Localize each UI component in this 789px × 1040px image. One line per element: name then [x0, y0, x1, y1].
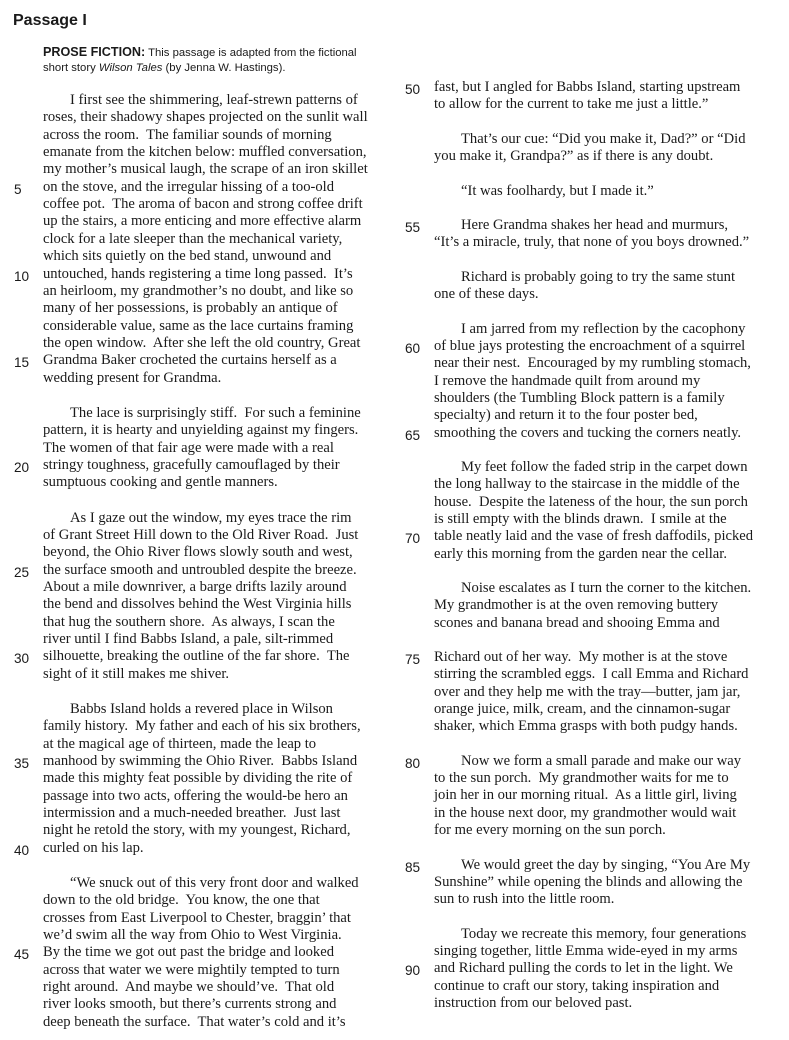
passage-line: Today we recreate this memory, four generations: [461, 925, 747, 942]
passage-line: down to the old bridge. You know, the one that: [43, 892, 320, 909]
line-number: 15: [14, 355, 30, 371]
intro-author: (by Jenna W. Hastings).: [162, 62, 286, 74]
passage-line: Richard out of her way. My mother is at the stove: [434, 649, 728, 666]
passage-line: across that water we were mightily tempted to turn: [43, 961, 340, 978]
line-number: 75: [405, 652, 421, 668]
passage-line: The lace is surprisingly stiff. For such a feminine: [70, 404, 361, 421]
line-number: 60: [405, 341, 421, 356]
passage-line: and Richard pulling the cords to let in the light. We: [434, 960, 733, 977]
passage-line: to allow for the current to take me just a little.”: [434, 96, 709, 113]
passage-line: continue to craft our story, taking inspiration and: [434, 977, 720, 994]
passage-line: clock for a late sleeper than the mechanical variety,: [43, 230, 343, 247]
passage-line: “We snuck out of this very front door and walked: [70, 874, 359, 891]
passage-line: join her in our morning ritual. As a little girl, living: [434, 787, 737, 804]
passage-line: untouched, hands registering a time long passed. It’s: [43, 265, 353, 282]
passage-line: singing together, little Emma wide-eyed in my arms: [434, 942, 738, 959]
passage-line: near their nest. Encouraged by my rumbling stomach,: [434, 355, 751, 372]
passage-line: We would greet the day by singing, “You Are My: [461, 856, 751, 873]
passage-line: instruction from our beloved past.: [434, 994, 633, 1011]
passage-line: Noise escalates as I turn the corner to the kitchen.: [461, 580, 752, 596]
passage-line: silhouette, breaking the outline of the far shore. The: [43, 648, 350, 665]
passage-intro: [43, 45, 383, 76]
passage-line: up the stairs, a more enticing and more effective alarm: [43, 213, 362, 230]
passage-line: That’s our cue: “Did you make it, Dad?” or “Did: [461, 130, 746, 147]
passage-line: you make it, Grandpa?” as if there is any doubt.: [434, 148, 714, 165]
passage-line: shaker, which Emma grasps with both pudgy hands.: [434, 718, 738, 735]
passage-line: beyond, the Ohio River flows slowly south and west,: [43, 544, 353, 561]
passage-line: house. Despite the lateness of the hour, the sun porch: [434, 493, 748, 510]
passage-line: scones and banana bread and shooing Emma and: [434, 614, 720, 631]
passage-line: Here Grandma shakes her head and murmurs,: [461, 217, 729, 234]
passage-line: My feet follow the faded strip in the carpet down: [461, 459, 748, 475]
passage-line: “It was foolhardy, but I made it.”: [461, 182, 654, 199]
genre-label: PROSE FICTION:: [43, 45, 146, 59]
passage-line: over and they help me with the tray—butter, jam jar,: [434, 683, 741, 700]
passage-line: orange juice, milk, cream, and the cinnamon-sugar: [434, 701, 731, 717]
passage-line: an heirloom, my grandmother’s no doubt, and like so: [43, 282, 354, 299]
passage-line: pattern, it is hearty and unyielding against my fingers.: [43, 422, 359, 439]
passage-line: shoulders (the Tumbling Block pattern is a family: [434, 389, 725, 406]
passage-line: family history. My father and each of his six brothers,: [43, 718, 361, 735]
passage-line: of Grant Street Hill down to the Old River Road. Just: [43, 526, 359, 543]
passage-line: in the house next door, my grandmother would wait: [434, 804, 737, 821]
line-number: 20: [14, 459, 30, 475]
passage-line: of blue jays protesting the encroachment of a squirrel: [434, 338, 746, 354]
passage-line: for me every morning on the sun porch.: [434, 822, 666, 838]
passage-line: I first see the shimmering, leaf-strewn patterns of: [70, 92, 358, 108]
passage-line: roses, their shadowy shapes projected on the sunlit wall: [43, 109, 368, 126]
passage-line: About a mile downriver, a barge drifts lazily around: [43, 578, 347, 595]
passage-line: manhood by swimming the Ohio River. Babbs Island: [43, 752, 358, 769]
passage-line: the long hallway to the staircase in the middle of the: [434, 476, 740, 493]
passage-line: deep beneath the surface. That water’s cold and it’s: [43, 1013, 346, 1030]
passage-line: emanate from the kitchen below: muffled conversation,: [43, 144, 367, 161]
line-number: 45: [14, 947, 30, 963]
line-number: 25: [14, 564, 30, 580]
passage-line: fast, but I angled for Babbs Island, starting upstream: [434, 79, 741, 95]
passage-line: to the sun porch. My grandmother waits for me to: [434, 770, 729, 787]
passage-line: sun to rush into the little room.: [434, 891, 615, 908]
passage-line: on the stove, and the irregular hissing of a too-old: [43, 178, 334, 195]
passage-line: river looks smooth, but there’s currents strong and: [43, 996, 337, 1013]
passage-line: specialty) and return it to the four poster bed,: [434, 407, 698, 424]
line-number: 70: [405, 531, 421, 547]
intro-text: This passage is adapted from the fictional short story: [43, 47, 357, 74]
passage-line: made this mighty feat possible by dividing the rite of: [43, 770, 353, 787]
line-number: 65: [405, 427, 421, 443]
passage-line: early this morning from the garden near the cellar.: [434, 545, 727, 562]
passage-line: river until I find Babbs Island, a pale, silt-rimmed: [43, 630, 334, 647]
line-number: 30: [14, 651, 30, 667]
passage-line: “It’s a miracle, truly, that none of you boys drowned.”: [434, 234, 750, 251]
passage-line: sight of it still makes me shiver.: [43, 665, 230, 682]
passage-line: passage into two acts, offering the would-be hero an: [43, 787, 348, 804]
passage-line: curled on his lap.: [43, 839, 144, 856]
passage-line: Babbs Island holds a revered place in Wilson: [70, 700, 333, 717]
passage-line: coffee pot. The aroma of bacon and strong coffee drift: [43, 196, 363, 213]
passage-line: the surface smooth and untroubled despite the breeze.: [43, 561, 357, 578]
line-number: 85: [405, 859, 421, 875]
passage-line: I remove the handmade quilt from around my: [434, 372, 701, 389]
passage-line: the bend and dissolves behind the West Virginia hills: [43, 596, 352, 613]
passage-line: The women of that fair age were made with a real: [43, 439, 334, 456]
line-number: 40: [14, 842, 30, 858]
passage-line: Richard is probably going to try the same stunt: [461, 268, 735, 285]
passage-line: many of her possessions, is probably an antique of: [43, 300, 338, 317]
passage-line: right around. And maybe we should’ve. That old: [43, 979, 335, 996]
passage-line: at the magical age of thirteen, made the leap to: [43, 735, 317, 752]
passage-title: Passage I: [13, 12, 87, 29]
passage-line: stirring the scrambled eggs. I call Emma and Richard: [434, 666, 749, 683]
passage-line: that hug the southern shore. As always, I scan the: [43, 613, 335, 630]
line-number: 55: [405, 220, 421, 236]
passage-line: Grandma Baker crocheted the curtains herself as a: [43, 352, 337, 369]
passage-line: across the room. The familiar sounds of morning: [43, 126, 332, 143]
passage-line: sumptuous cooking and gentle manners.: [43, 474, 278, 491]
line-number: 5: [14, 181, 22, 197]
passage-line: I am jarred from my reflection by the cacophony: [461, 320, 746, 337]
line-number: 10: [14, 268, 30, 284]
passage-line: wedding present for Grandma.: [43, 369, 222, 386]
line-number: 35: [14, 755, 30, 771]
passage-line: table neatly laid and the vase of fresh daffodils, picked: [434, 528, 754, 545]
passage-line: smoothing the covers and tucking the corners neatly.: [434, 424, 742, 441]
passage-line: my mother’s musical laugh, the scrape of an iron skillet: [43, 161, 368, 178]
passage-line: is still empty with the blinds drawn. I smile at the: [434, 510, 727, 527]
passage-line: the open window. After she left the old country, Great: [43, 334, 361, 351]
line-number: 80: [405, 755, 421, 771]
passage-line: which sits quietly on the bed stand, unwound and: [43, 248, 332, 265]
passage-line: night he retold the story, with my youngest, Richard,: [43, 822, 351, 839]
passage-line: intermission and a much-needed breather. Just last: [43, 805, 341, 821]
passage-line: By the time we got out past the bridge and looked: [43, 944, 335, 961]
passage-line: My grandmother is at the oven removing buttery: [434, 597, 719, 614]
passage-line: As I gaze out the window, my eyes trace the rim: [70, 509, 352, 526]
passage-line: crosses from East Liverpool to Chester, braggin’ that: [43, 909, 351, 926]
passage-line: we’d swim all the way from Ohio to West Virginia.: [43, 927, 342, 943]
passage-line: Now we form a small parade and make our way: [461, 752, 742, 769]
passage-line: one of these days.: [434, 286, 539, 303]
passage-line: considerable value, same as the lace curtains framing: [43, 317, 354, 334]
passage-line: stringy toughness, gracefully camouflaged by their: [43, 456, 340, 473]
passage-line: Sunshine” while opening the blinds and allowing the: [434, 873, 743, 890]
work-title: Wilson Tales: [98, 62, 163, 74]
line-number: 90: [405, 963, 421, 979]
line-number: 50: [405, 82, 421, 97]
